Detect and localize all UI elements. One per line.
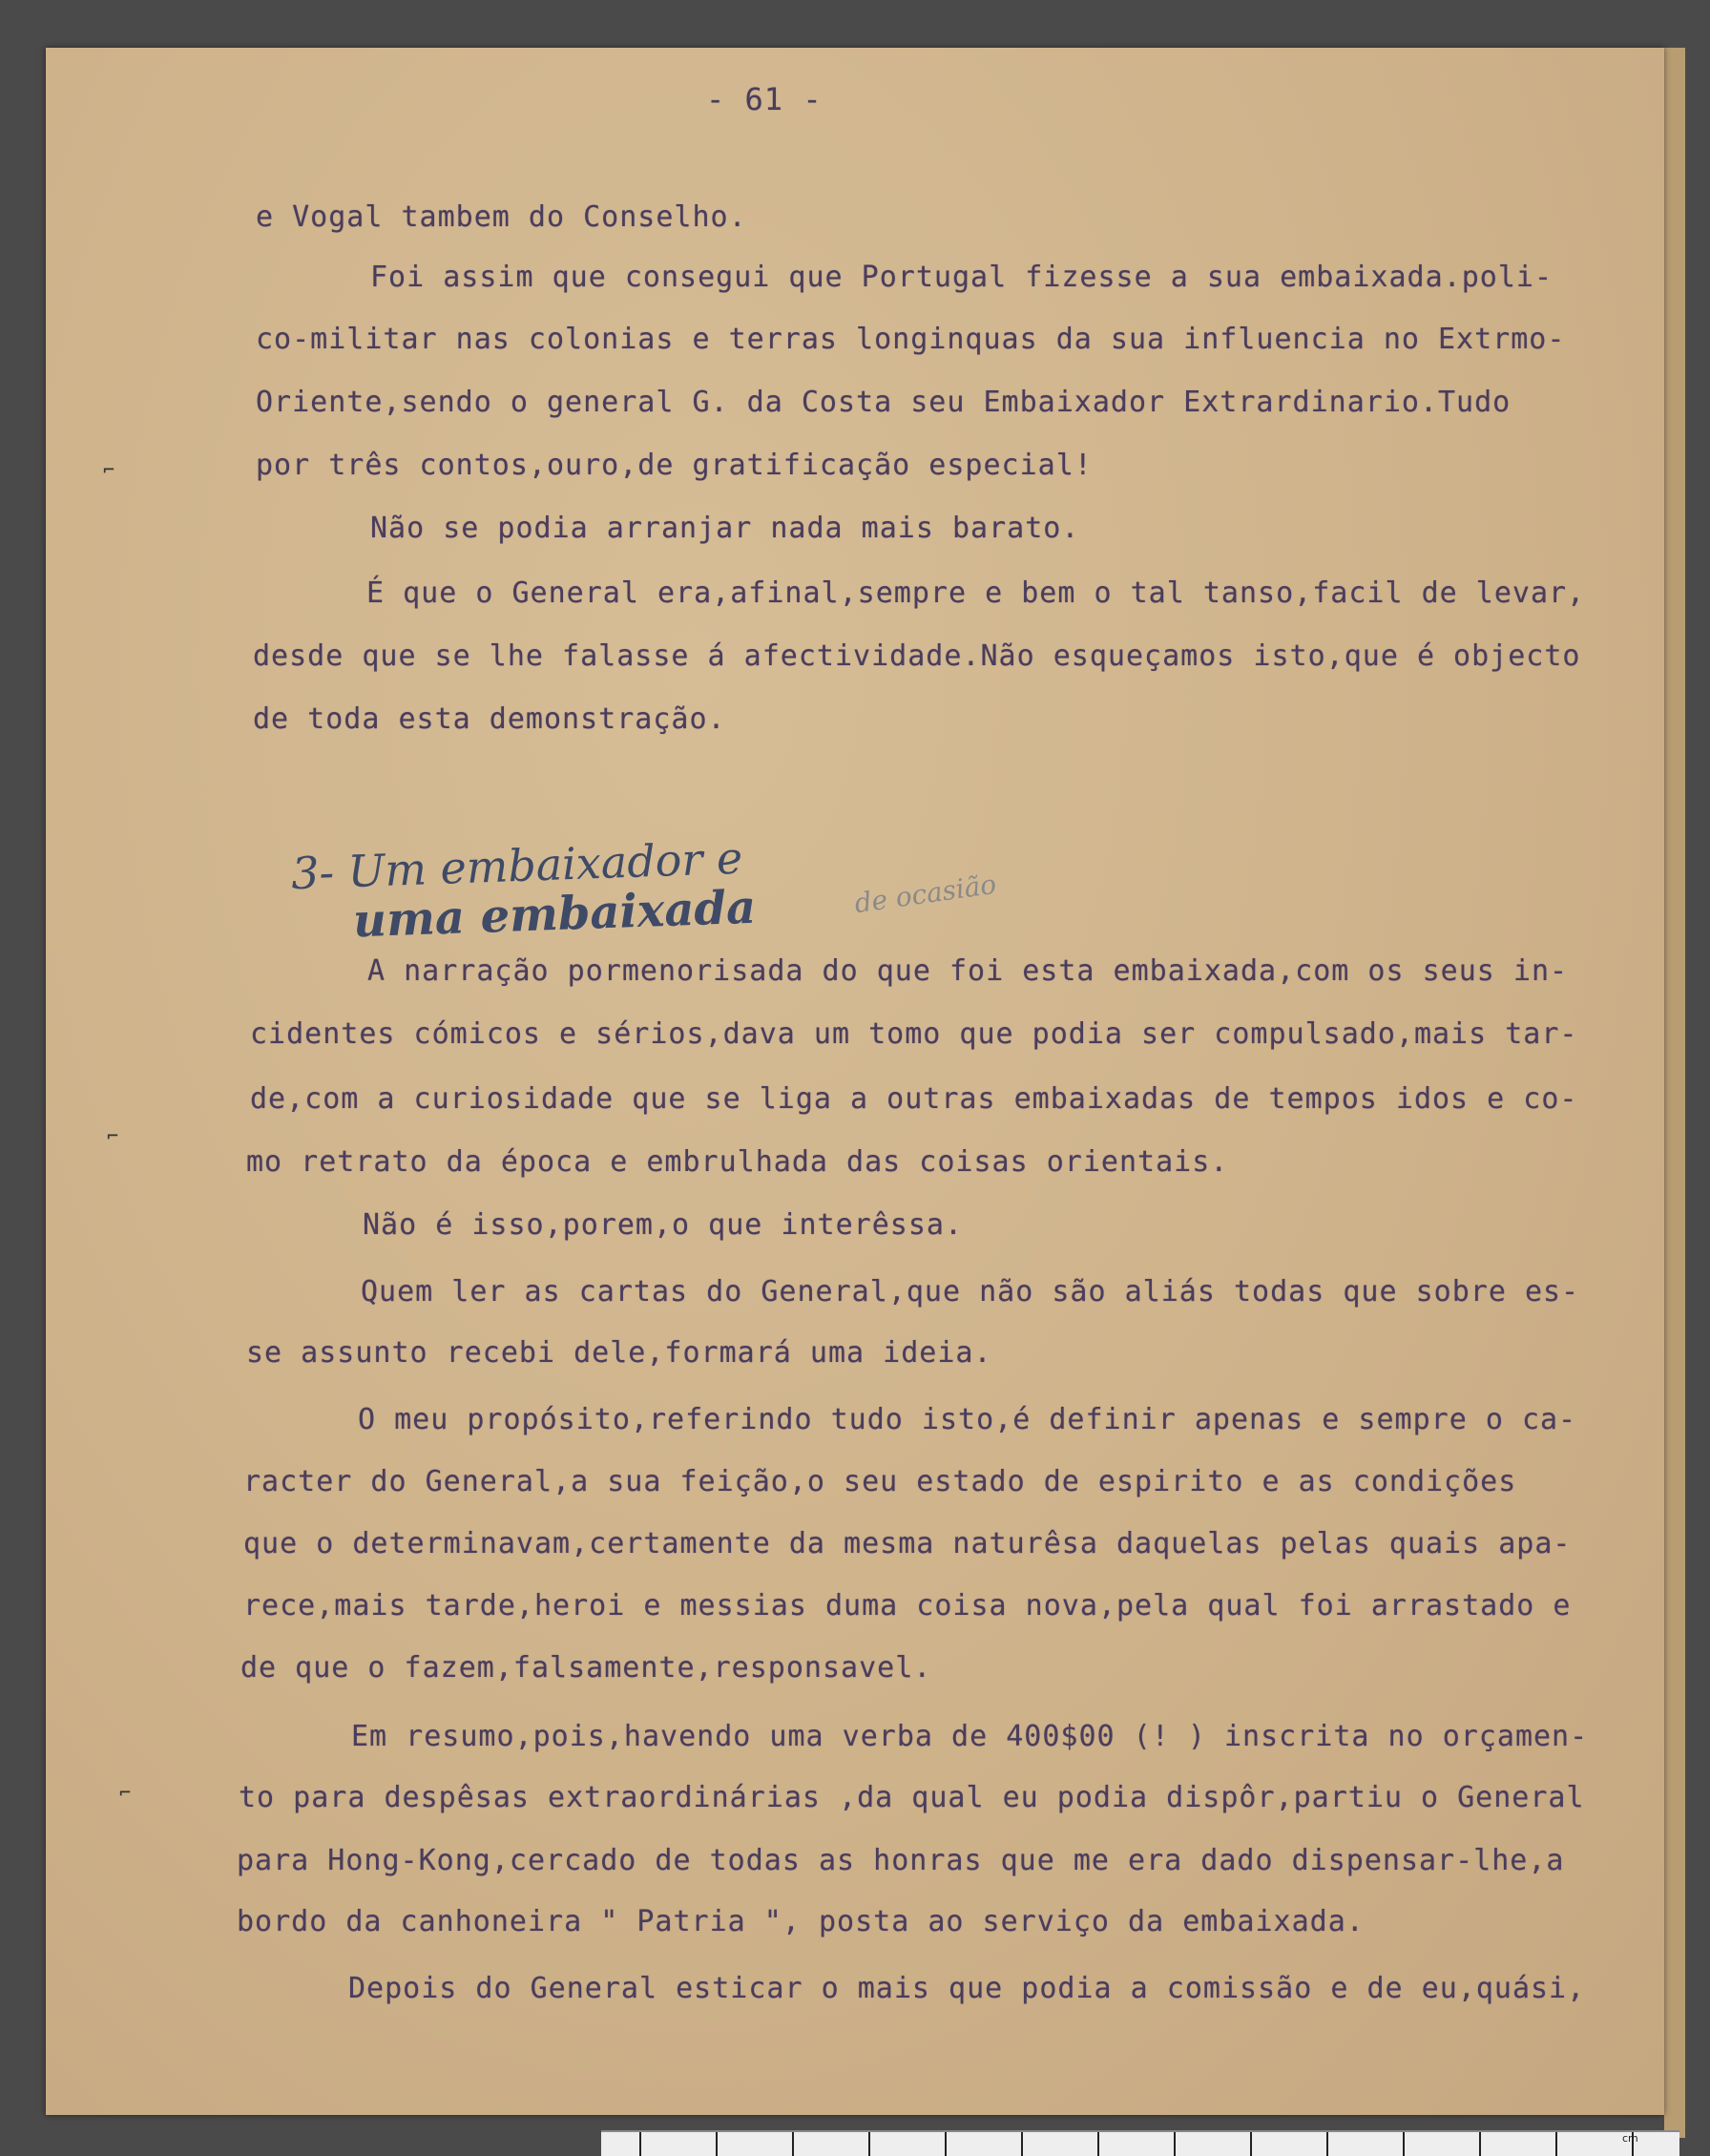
text-line: de,com a curiosidade que se liga a outras embaixadas de tempos idos e co- [250,1082,1578,1116]
text-line: Não se podia arranjar nada mais barato. [370,512,1080,545]
margin-mark: ⌐ [103,458,115,481]
text-line: mo retrato da época e embrulhada das coisas orientais. [246,1145,1229,1179]
text-line: para Hong-Kong,cercado de todas as honras que me era dado dispensar-lhe,a [237,1844,1565,1877]
text-line: se assunto recebi dele,formará uma ideia. [246,1336,992,1370]
page-number: - 61 - [706,81,823,117]
text-line: Em resumo,pois,havendo uma verba de 400$00 (! ) inscrita no orçamen- [351,1720,1589,1753]
text-line: desde que se lhe falasse á afectividade.Não esqueçamos isto,que é objecto [253,639,1581,673]
text-line: Foi assim que consegui que Portugal fizesse a sua embaixada.poli- [370,261,1553,294]
ruler-label: cm [1622,2132,1638,2145]
text-line: O meu propósito,referindo tudo isto,é definir apenas e sempre o ca- [358,1403,1577,1436]
text-line: por três contos,ouro,de gratificação especial! [256,449,1093,482]
margin-mark: ⌐ [119,1781,132,1804]
scale-ruler [601,2130,1679,2156]
text-line: bordo da canhoneira " Patria ", posta ao serviço da embaixada. [237,1905,1365,1938]
text-line: Oriente,sendo o general G. da Costa seu Embaixador Extrardinario.Tudo [256,386,1512,419]
text-line: A narração pormenorisada do que foi esta embaixada,com os seus in- [367,954,1569,988]
text-line: racter do General,a sua feição,o seu estado de espirito e as condições [243,1465,1517,1498]
text-line: de que o fazem,falsamente,responsavel. [240,1651,932,1685]
text-line: que o determinavam,certamente da mesma naturêsa daquelas pelas quais apa- [243,1527,1572,1560]
page-edge [1664,48,1685,2138]
text-line: Quem ler as cartas do General,que não são aliás todas que sobre es- [361,1275,1580,1308]
margin-mark: ⌐ [107,1124,119,1147]
handwritten-heading: uma embaixada [352,880,757,949]
text-line: É que o General era,afinal,sempre e bem o tal tanso,facil de levar, [366,576,1586,610]
text-line: cidentes cómicos e sérios,dava um tomo que podia ser compulsado,mais tar- [250,1017,1578,1051]
text-line: e Vogal tambem do Conselho. [256,200,747,234]
text-line: de toda esta demonstração. [253,702,726,736]
text-line: co-militar nas colonias e terras longinquas da sua influencia no Extrmo- [256,323,1566,356]
text-line: to para despêsas extraordinárias ,da qual eu podia dispôr,partiu o General [239,1781,1585,1814]
handwritten-heading: 3- Um embaixador e [290,831,744,900]
text-line: Depois do General esticar o mais que podia a comissão e de eu,quási, [348,1972,1586,2005]
text-line: rece,mais tarde,heroi e messias duma coisa nova,pela qual foi arrastado e [243,1589,1572,1622]
handwritten-note: de ocasião [852,868,999,920]
text-line: Não é isso,porem,o que interêssa. [363,1208,964,1242]
